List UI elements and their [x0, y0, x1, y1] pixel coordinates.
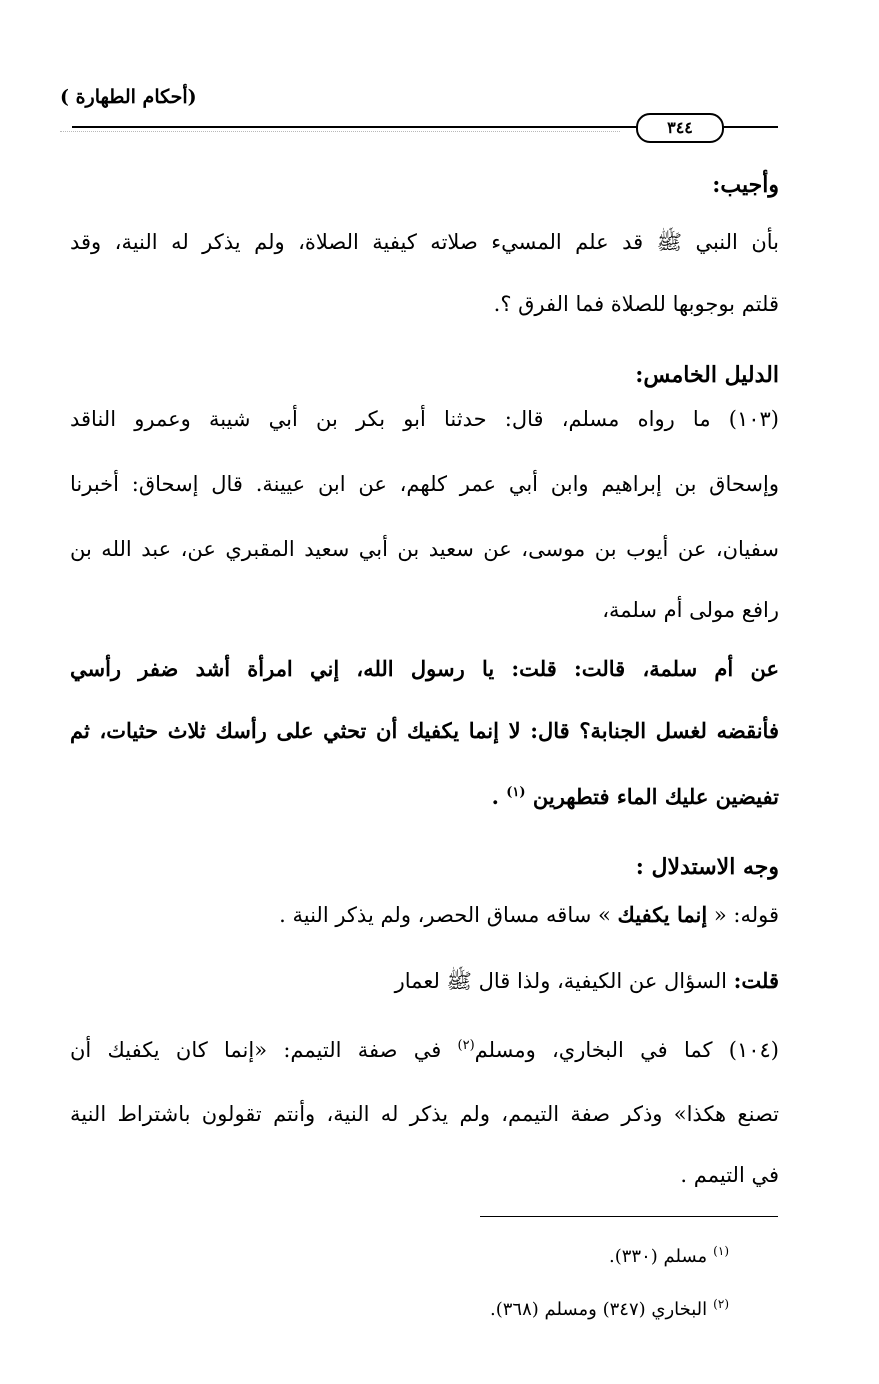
answer-line-2: قلتم بوجوبها للصلاة فما الفرق ؟. [493, 292, 779, 316]
answer-label: وأجيب: [712, 172, 779, 198]
inference-prefix: قوله: « [707, 903, 779, 927]
qult-line [395, 966, 779, 996]
footnote-ref-1: (١) [506, 785, 526, 800]
footnote-rule [480, 1216, 778, 1217]
hadith-104-line-1-a: (١٠٤) كما في البخاري، ومسلم [474, 1038, 779, 1062]
footnote-1 [609, 1238, 729, 1270]
inference-heading: وجه الاستدلال : [635, 854, 779, 880]
book-title: (أحكام الطهارة ) [60, 86, 197, 108]
qult-text: السؤال عن الكيفية، ولذا قال ﷺ لعمار [394, 969, 734, 993]
header-speckle [60, 131, 620, 133]
inference-bold: إنما يكفيك [617, 902, 708, 927]
hadith-103-line-4: رافع مولى أم سلمة، [602, 598, 779, 622]
hadith-103-line-1: (١٠٣) ما رواه مسلم، قال: حدثنا أبو بكر بن أبي شيبة وعمرو الناقد [70, 407, 779, 431]
hadith-104-line-2: تصنع هكذا» وذكر صفة التيمم، ولم يذكر له النية، وأنتم تقولون باشتراط النية [70, 1102, 779, 1126]
footnote-2-text: البخاري (٣٤٧) ومسلم (٣٦٨). [490, 1299, 708, 1320]
footnote-2 [490, 1291, 729, 1323]
matn-line-1: عن أم سلمة، قالت: قلت: يا رسول الله، إني امرأة أشد ضفر رأسي [70, 656, 779, 681]
footnote-2-mark: (٢) [713, 1297, 729, 1311]
qult-label: قلت: [733, 968, 779, 993]
matn-line-3-text: تفيضين عليك الماء فتطهرين [532, 784, 779, 809]
page-number: ٣٤٤ [636, 113, 724, 143]
hadith-104-line-3: في التيمم . [680, 1163, 779, 1187]
answer-line-1: بأن النبي ﷺ قد علم المسيء صلاته كيفية الصلاة، ولم يذكر له النية، وقد [70, 230, 779, 254]
inference-suffix: » ساقه مساق الحصر، ولم يذكر النية . [279, 903, 618, 927]
fifth-evidence-heading: الدليل الخامس: [635, 362, 779, 388]
matn-line-3-end: . [491, 784, 507, 809]
footnote-ref-2: (٢) [457, 1038, 475, 1053]
footnote-1-text: مسلم (٣٣٠). [609, 1246, 708, 1267]
footnote-1-mark: (١) [713, 1244, 729, 1258]
hadith-104-line-1-b: في صفة التيمم: «إنما كان يكفيك أن [70, 1038, 458, 1062]
inference-line [279, 900, 779, 930]
hadith-104-line-1 [70, 1035, 779, 1065]
hadith-103-line-3: سفيان، عن أيوب بن موسى، عن سعيد بن أبي سعيد المقبري عن، عبد الله بن [70, 537, 779, 561]
matn-line-3 [492, 782, 779, 812]
matn-line-2: فأنقضه لغسل الجنابة؟ قال: لا إنما يكفيك أن تحثي على رأسك ثلاث حثيات، ثم [70, 718, 779, 743]
hadith-103-line-2: وإسحاق بن إبراهيم وابن أبي عمر كلهم، عن ابن عيينة. قال إسحاق: أخبرنا [70, 472, 779, 496]
